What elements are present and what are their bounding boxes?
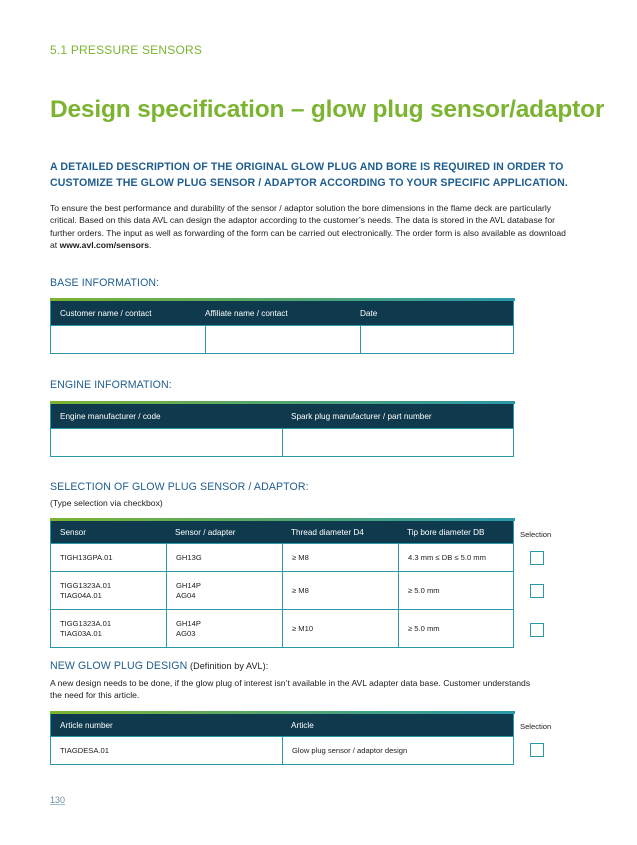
table-row [51,571,513,609]
article-number-cell: TIAGDESA.01 [60,745,109,755]
col-sensor: Sensor [60,527,86,537]
col-spark-plug-manufacturer: Spark plug manufacturer / part number [291,411,432,421]
col-date: Date [360,308,378,318]
new-design-table [50,711,514,765]
col-article: Article [291,720,314,730]
table-header [51,404,513,428]
thread-cell: ≥ M8 [282,572,398,609]
spark-plug-field[interactable] [282,429,513,456]
selection-column-label: Selection [520,530,552,539]
sensor-cell: TIGG1323A.01 TIAG04A.01 [60,580,112,600]
adapter-cell: GH14P AG04 [166,572,282,609]
adapter-cell: GH14P AG03 [166,610,282,647]
table-header [51,301,513,325]
intro-paragraph [50,202,570,251]
selection-column-label: Selection [520,722,552,731]
new-design-text: A new design needs to be done, if the glow plug of interest isn’t available in the AVL adapter data base. Customer understands the need for this article. [50,678,531,700]
col-article-number: Article number [60,720,113,730]
bore-cell: ≥ 5.0 mm [398,572,513,609]
selection-checkbox-2[interactable] [530,584,544,598]
page-title: Design specification – glow plug sensor/adaptor [50,96,605,123]
selection-checkbox-3[interactable] [530,623,544,637]
bore-cell: 4.3 mm ≤ DB ≤ 5.0 mm [398,544,513,571]
engine-manufacturer-field[interactable] [51,429,282,456]
table-row [51,736,513,764]
new-design-heading-line [50,660,268,672]
section-label: 5.1 PRESSURE SENSORS [50,43,203,57]
base-info-table [50,298,514,354]
col-affiliate-name: Affiliate name / contact [205,308,288,318]
sensor-cell: TIGG1323A.01 TIAG03A.01 [60,618,112,638]
thread-cell: ≥ M10 [282,610,398,647]
selection-note: (Type selection via checkbox) [50,498,163,508]
col-engine-manufacturer: Engine manufacturer / code [60,411,161,421]
table-row [51,428,513,456]
intro-text: To ensure the best performance and durability of the sensor / adaptor solution the bore dimensions in the flame deck are particularly critical. Based on this data AVL can design the adaptor according to the customer’s needs. The data is stored in the AVL database for further orders. The input as well as forwarding of the form can be carried out electronically. The order form is also available as download at [50,203,566,250]
table-row [51,609,513,647]
engine-info-table [50,401,514,457]
col-thread-diameter: Thread diameter D4 [291,527,364,537]
selection-checkbox-1[interactable] [530,551,544,565]
thread-cell: ≥ M8 [282,544,398,571]
table-row [51,325,513,353]
download-link[interactable]: www.avl.com/sensors [59,239,150,250]
affiliate-name-field[interactable] [205,326,360,353]
intro-end: . [149,239,152,250]
date-field[interactable] [360,326,513,353]
col-customer-name: Customer name / contact [60,308,152,318]
table-header [51,521,513,543]
lead-paragraph: A DETAILED DESCRIPTION OF THE ORIGINAL GLOW PLUG AND BORE IS REQUIRED IN ORDER TO CUSTOMIZE THE GLOW PLUG SENSOR / ADAPTOR ACCORDING TO YOUR SPECIFIC APPLICATION. [50,161,568,189]
new-design-checkbox[interactable] [530,743,544,757]
selection-table [50,518,514,648]
base-info-heading: BASE INFORMATION: [50,277,160,289]
bore-cell: ≥ 5.0 mm [398,610,513,647]
adapter-cell: GH13G [166,544,282,571]
page-number: 130 [50,795,66,805]
col-tip-bore-diameter: Tip bore diameter DB [407,527,485,537]
customer-name-field[interactable] [51,326,205,353]
table-row [51,543,513,571]
selection-heading: SELECTION OF GLOW PLUG SENSOR / ADAPTOR: [50,481,309,493]
new-design-heading: NEW GLOW PLUG DESIGN [50,660,188,672]
article-cell: Glow plug sensor / adaptor design [282,737,513,764]
sensor-cell: TIGH13GPA.01 [60,552,113,562]
col-sensor-adapter: Sensor / adapter [175,527,236,537]
table-header [51,714,513,736]
engine-info-heading: ENGINE INFORMATION: [50,379,172,391]
new-design-heading-suffix: (Definition by AVL): [187,661,269,671]
